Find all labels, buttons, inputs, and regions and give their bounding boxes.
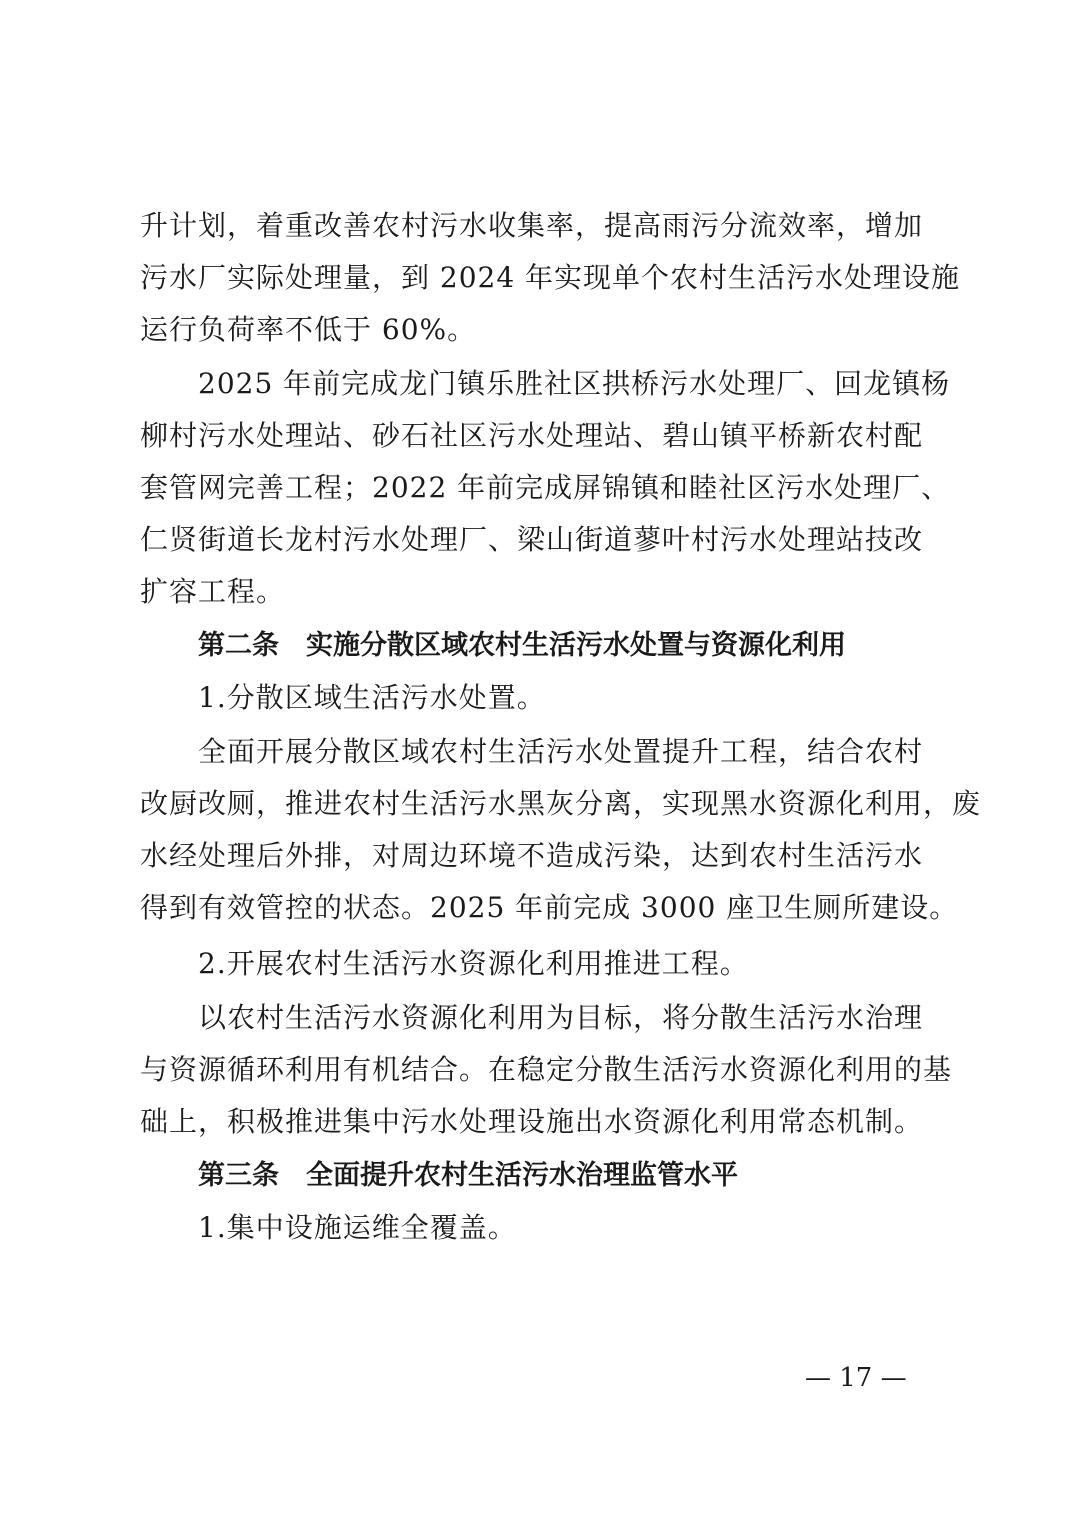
section-heading-article-3: 第三条 全面提升农村生活污水治理监管水平 — [198, 1160, 738, 1191]
subsection-title: 2.开展农村生活污水资源化利用推进工程。 — [198, 947, 749, 980]
body-text-line: 水经处理后外排，对周边环境不造成污染，达到农村生活污水 — [140, 839, 924, 872]
body-text-line: 改厨改厕，推进农村生活污水黑灰分离，实现黑水资源化利用，废 — [140, 787, 982, 820]
body-text-line: 升计划，着重改善农村污水收集率，提高雨污分流效率，增加 — [140, 209, 924, 242]
page-number: — 17 — — [805, 1363, 907, 1393]
body-text-line: 得到有效管控的状态。2025 年前完成 3000 座卫生厕所建设。 — [140, 891, 959, 924]
body-text-line: 运行负荷率不低于 60%。 — [140, 313, 477, 346]
body-text-line: 仁贤街道长龙村污水处理厂、梁山街道蓼叶村污水处理站技改 — [140, 523, 924, 556]
body-text-line: 2025 年前完成龙门镇乐胜社区拱桥污水处理厂、回龙镇杨 — [198, 367, 951, 400]
body-text-line: 全面开展分散区域农村生活污水处置提升工程，结合农村 — [198, 735, 924, 768]
body-text-line: 以农村生活污水资源化利用为目标，将分散生活污水治理 — [198, 1001, 924, 1034]
body-text-line: 扩容工程。 — [140, 575, 286, 608]
section-heading-article-2: 第二条 实施分散区域农村生活污水处置与资源化利用 — [198, 630, 846, 661]
body-text-line: 柳村污水处理站、砂石社区污水处理站、碧山镇平桥新农村配 — [140, 419, 924, 452]
subsection-title: 1.分散区域生活污水处置。 — [198, 681, 546, 714]
body-text-line: 与资源循环利用有机结合。在稳定分散生活污水资源化利用的基 — [140, 1053, 953, 1086]
body-text-line: 础上，积极推进集中污水处理设施出水资源化利用常态机制。 — [140, 1105, 924, 1138]
subsection-title: 1.集中设施运维全覆盖。 — [198, 1211, 517, 1244]
body-text-line: 套管网完善工程；2022 年前完成屏锦镇和睦社区污水处理厂、 — [140, 471, 951, 504]
body-text-line: 污水厂实际处理量，到 2024 年实现单个农村生活污水处理设施 — [140, 261, 961, 294]
